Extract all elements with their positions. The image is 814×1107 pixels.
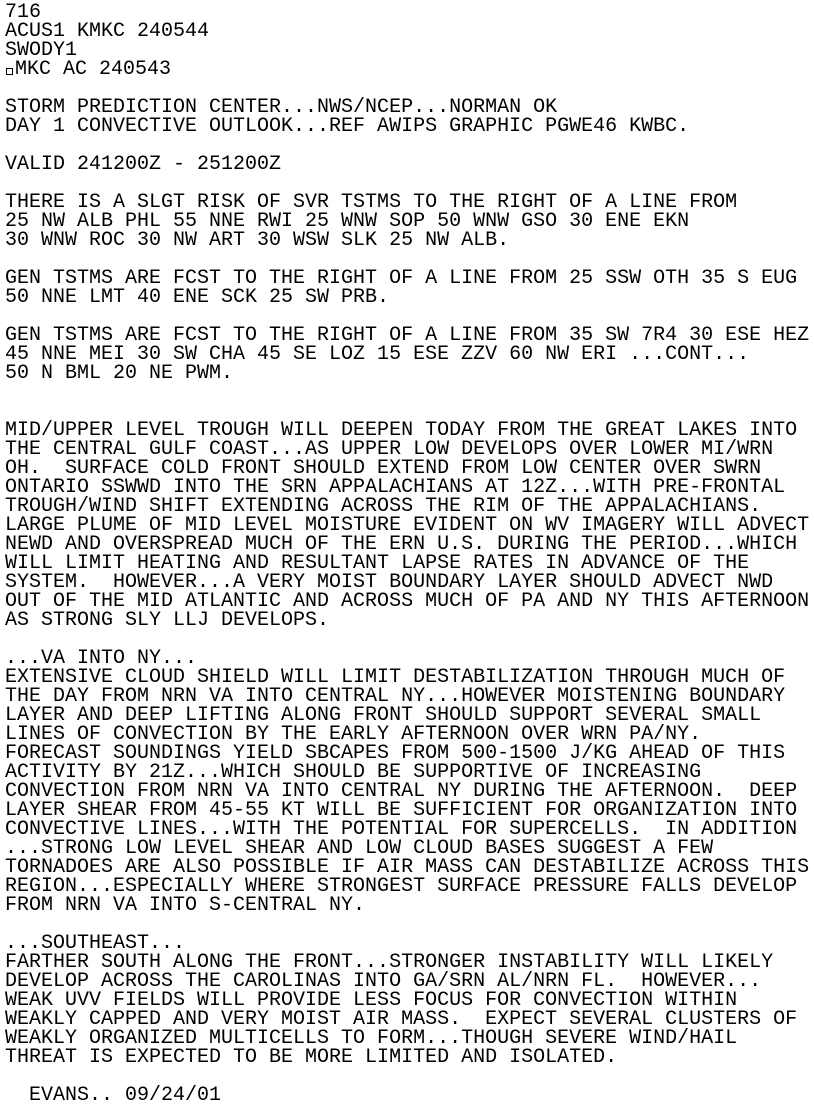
va-ny-line: ACTIVITY BY 21Z...WHICH SHOULD BE SUPPORTIVE OF INCREASING (5, 761, 702, 784)
southeast-line: WEAKLY CAPPED AND VERY MOIST AIR MASS. EXPECT SEVERAL CLUSTERS OF (5, 1008, 798, 1031)
forecaster-signature: EVANS.. 09/24/01 (5, 1084, 222, 1107)
synopsis-line: NEWD AND OVERSPREAD MUCH OF THE ERN U.S. DURING THE PERIOD...WHICH (5, 533, 798, 556)
va-ny-line: TORNADOES ARE ALSO POSSIBLE IF AIR MASS CAN DESTABILIZE ACROSS THIS (5, 856, 810, 879)
risk-line: 25 NW ALB PHL 55 NNE RWI 25 WNW SOP 50 WNW GSO 30 ENE EKN (5, 210, 690, 233)
va-ny-line: CONVECTIVE LINES...WITH THE POTENTIAL FOR SUPERCELLS. IN ADDITION (5, 818, 798, 841)
southeast-line: FARTHER SOUTH ALONG THE FRONT...STRONGER INSTABILITY WILL LIKELY (5, 951, 774, 974)
va-ny-line: LINES OF CONVECTION BY THE EARLY AFTERNOON OVER WRN PA/NY. (5, 723, 702, 746)
issuing-center: STORM PREDICTION CENTER...NWS/NCEP...NORMAN OK (5, 96, 558, 119)
va-ny-line: FORECAST SOUNDINGS YIELD SBCAPES FROM 500-1500 J/KG AHEAD OF THIS (5, 742, 786, 765)
synopsis-line: TROUGH/WIND SHIFT EXTENDING ACROSS THE RIM OF THE APPALACHIANS. (5, 495, 762, 518)
office-line-row (5, 60, 809, 79)
risk-line: 30 WNW ROC 30 NW ART 30 WSW SLK 25 NW ALB. (5, 229, 510, 252)
synopsis-line: THE CENTRAL GULF COAST...AS UPPER LOW DEVELOPS OVER LOWER MI/WRN (5, 438, 774, 461)
southeast-line: DEVELOP ACROSS THE CAROLINAS INTO GA/SRN AL/NRN FL. HOWEVER... (5, 970, 762, 993)
gen-tstms-line: GEN TSTMS ARE FCST TO THE RIGHT OF A LINE FROM 35 SW 7R4 30 ESE HEZ (5, 324, 810, 347)
wmo-header: ACUS1 KMKC 240544 (5, 20, 210, 43)
section-heading-va-ny: ...VA INTO NY... (5, 647, 198, 670)
outlook-document (5, 3, 809, 1105)
synopsis-line: OUT OF THE MID ATLANTIC AND ACROSS MUCH OF PA AND NY THIS AFTERNOON (5, 590, 810, 613)
southeast-line: THREAT IS EXPECTED TO BE MORE LIMITED AND ISOLATED. (5, 1046, 618, 1069)
southeast-line: WEAKLY ORGANIZED MULTICELLS TO FORM...THOUGH SEVERE WIND/HAIL (5, 1027, 738, 1050)
va-ny-line: ...STRONG LOW LEVEL SHEAR AND LOW CLOUD BASES SUGGEST A FEW (5, 837, 714, 860)
synopsis-line: OH. SURFACE COLD FRONT SHOULD EXTEND FROM LOW CENTER OVER SWRN (5, 457, 762, 480)
va-ny-line: REGION...ESPECIALLY WHERE STRONGEST SURFACE PRESSURE FALLS DEVELOP (5, 875, 798, 898)
valid-period: VALID 241200Z - 251200Z (5, 153, 282, 176)
synopsis-line: LARGE PLUME OF MID LEVEL MOISTURE EVIDENT ON WV IMAGERY WILL ADVECT (5, 514, 810, 537)
va-ny-line: LAYER AND DEEP LIFTING ALONG FRONT SHOULD SUPPORT SEVERAL SMALL (5, 704, 762, 727)
va-ny-line: FROM NRN VA INTO S-CENTRAL NY. (5, 894, 366, 917)
synopsis-line: SYSTEM. HOWEVER...A VERY MOIST BOUNDARY LAYER SHOULD ADVECT NWD (5, 571, 774, 594)
product-title: DAY 1 CONVECTIVE OUTLOOK...REF AWIPS GRAPHIC PGWE46 KWBC. (5, 115, 690, 138)
synopsis-line: ONTARIO SSWWD INTO THE SRN APPALACHIANS AT 12Z...WITH PRE-FRONTAL (5, 476, 786, 499)
awips-id: SWODY1 (5, 39, 78, 62)
va-ny-line: LAYER SHEAR FROM 45-55 KT WILL BE SUFFICIENT FOR ORGANIZATION INTO (5, 799, 798, 822)
risk-line: THERE IS A SLGT RISK OF SVR TSTMS TO THE RIGHT OF A LINE FROM (5, 191, 738, 214)
sequence-number: 716 (5, 1, 42, 24)
gen-tstms-line: 50 NNE LMT 40 ENE SCK 25 SW PRB. (5, 286, 390, 309)
office-line: MKC AC 240543 (15, 58, 172, 81)
synopsis-line: MID/UPPER LEVEL TROUGH WILL DEEPEN TODAY FROM THE GREAT LAKES INTO (5, 419, 798, 442)
gen-tstms-line: 50 N BML 20 NE PWM. (5, 362, 234, 385)
gen-tstms-line: GEN TSTMS ARE FCST TO THE RIGHT OF A LINE FROM 25 SSW OTH 35 S EUG (5, 267, 798, 290)
synopsis-line: AS STRONG SLY LLJ DEVELOPS. (5, 609, 330, 632)
va-ny-line: CONVECTION FROM NRN VA INTO CENTRAL NY DURING THE AFTERNOON. DEEP (5, 780, 798, 803)
synopsis-line: WILL LIMIT HEATING AND RESULTANT LAPSE RATES IN ADVANCE OF THE (5, 552, 750, 575)
control-char-box-icon (6, 68, 13, 75)
va-ny-line: THE DAY FROM NRN VA INTO CENTRAL NY...HOWEVER MOISTENING BOUNDARY (5, 685, 786, 708)
southeast-line: WEAK UVV FIELDS WILL PROVIDE LESS FOCUS FOR CONVECTION WITHIN (5, 989, 738, 1012)
va-ny-line: EXTENSIVE CLOUD SHIELD WILL LIMIT DESTABILIZATION THROUGH MUCH OF (5, 666, 786, 689)
gen-tstms-line: 45 NNE MEI 30 SW CHA 45 SE LOZ 15 ESE ZZV 60 NW ERI ...CONT... (5, 343, 750, 366)
section-heading-southeast: ...SOUTHEAST... (5, 932, 186, 955)
